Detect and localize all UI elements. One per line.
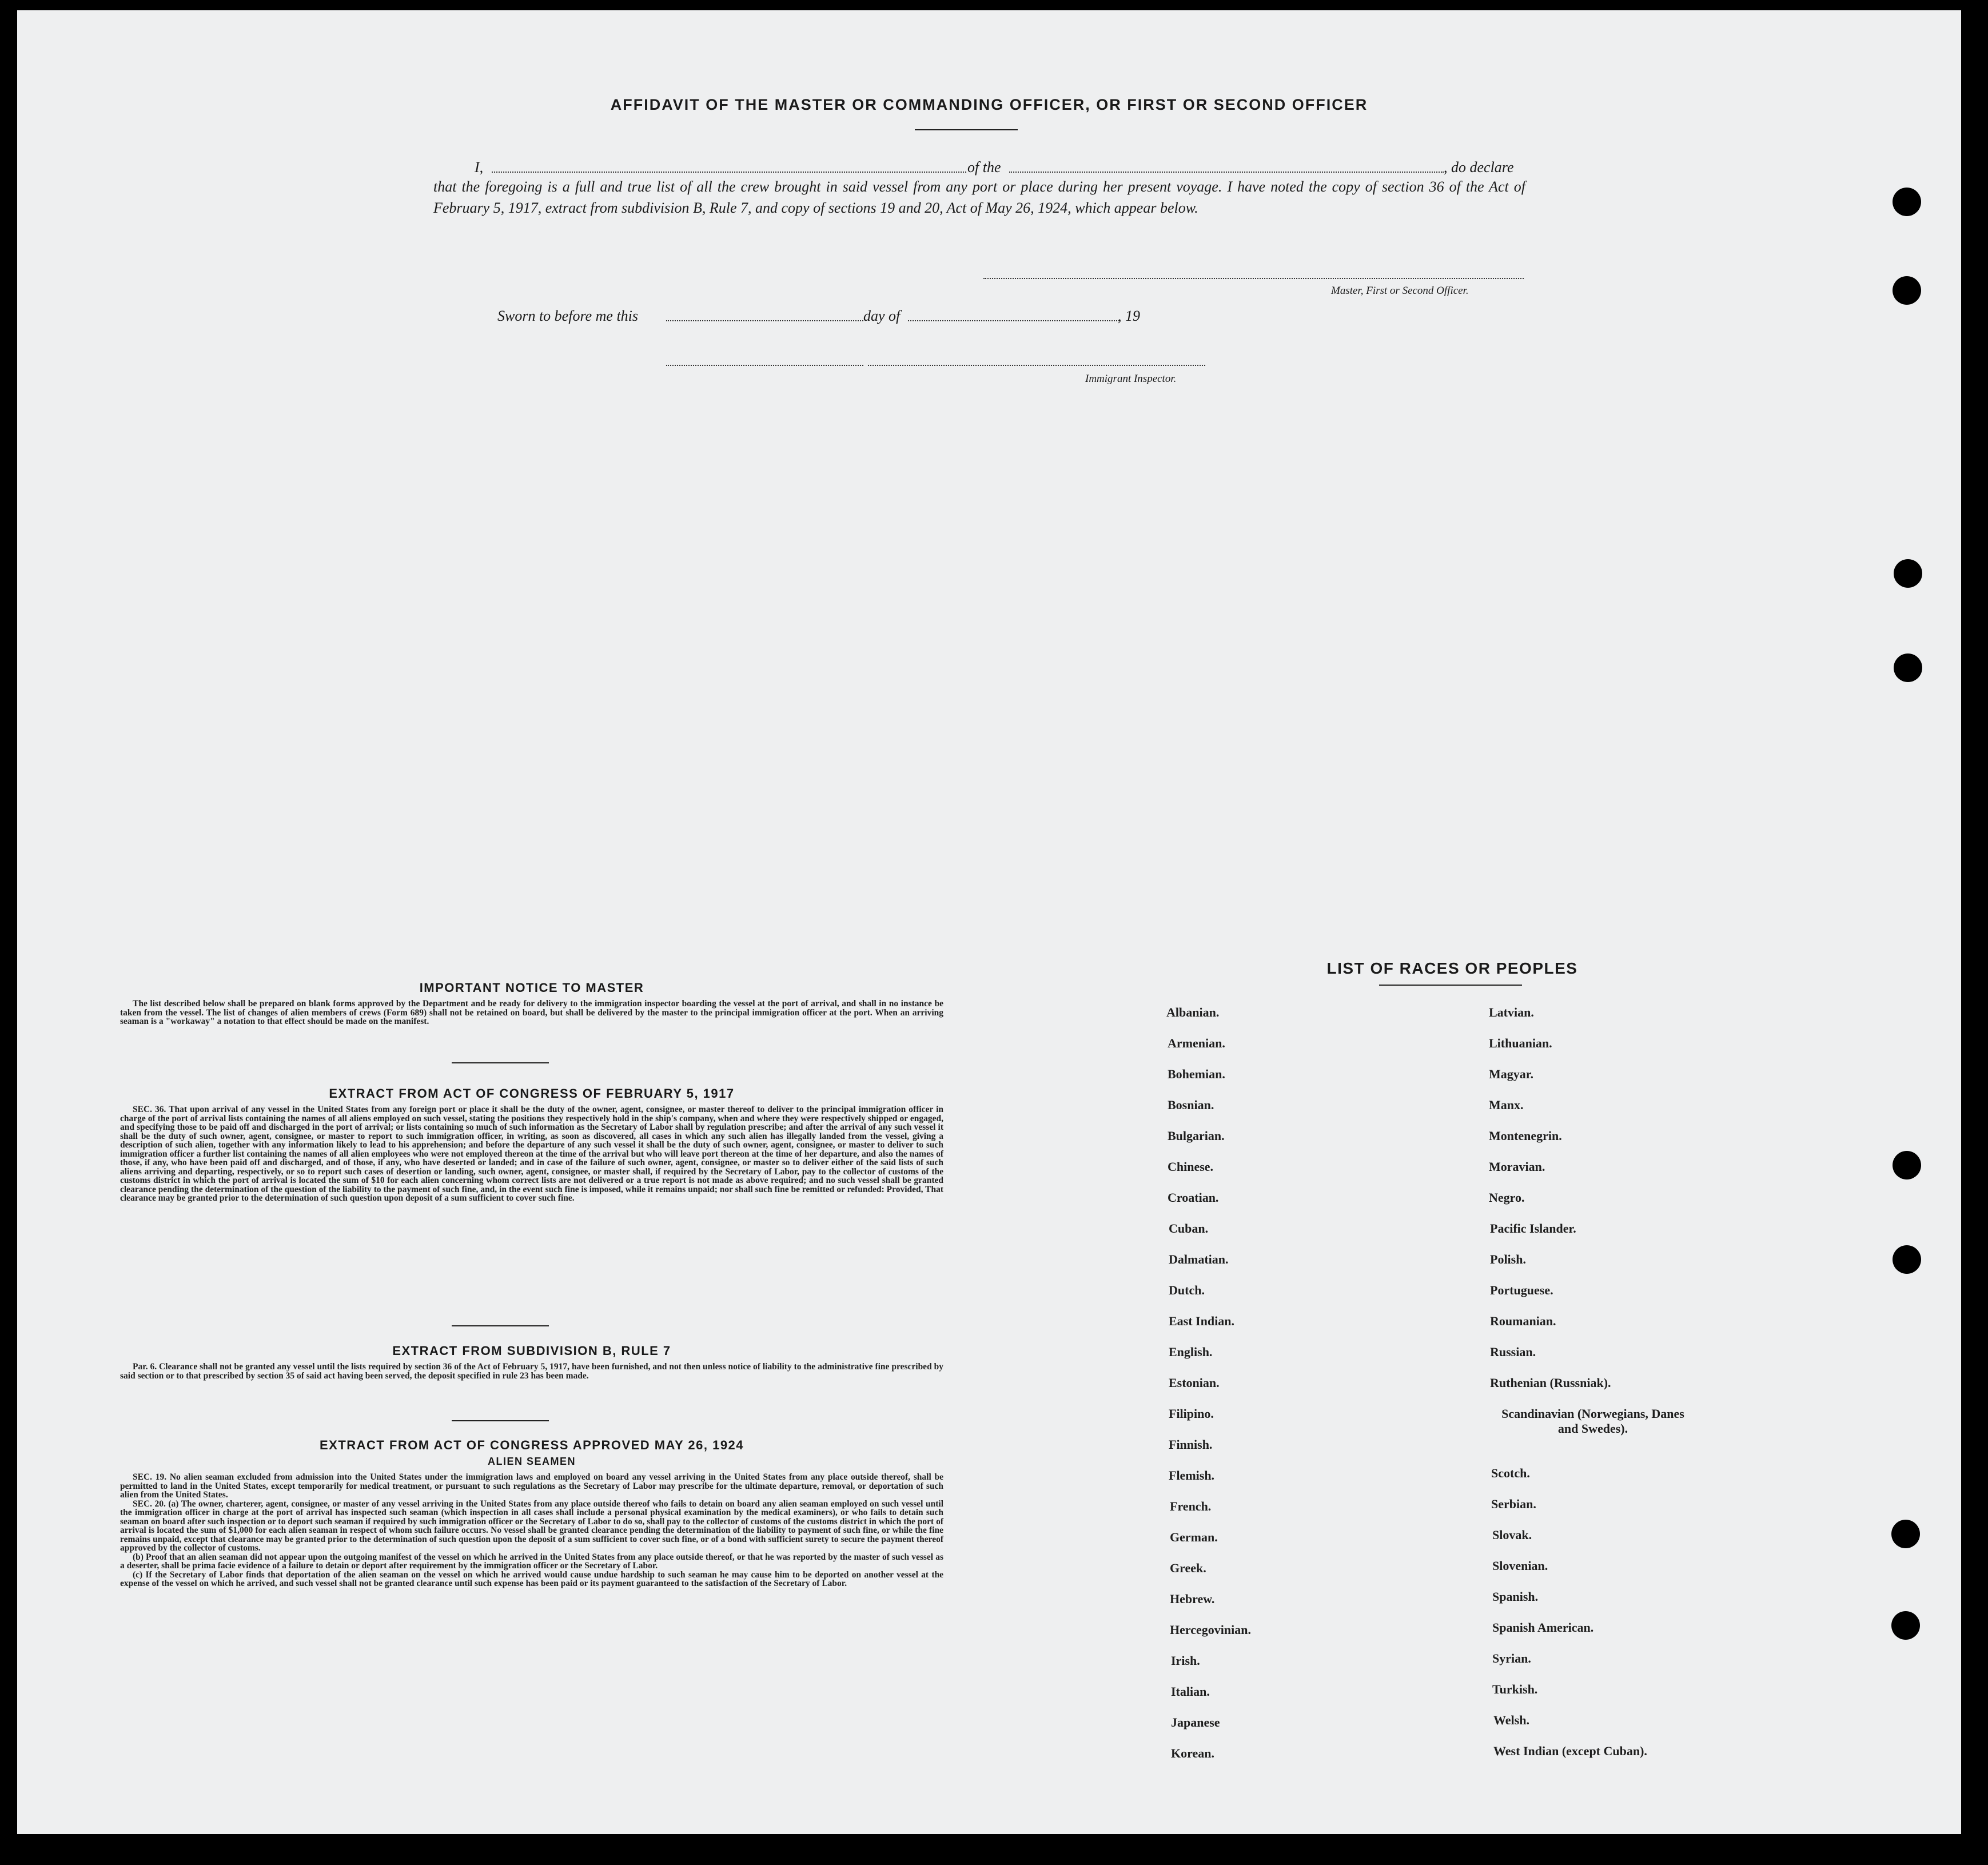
race-item: German. [1170, 1530, 1218, 1544]
punch-hole [1893, 1245, 1921, 1274]
race-item: Albanian. [1166, 1005, 1220, 1019]
punch-hole [1891, 1611, 1920, 1640]
race-item: Flemish. [1169, 1468, 1215, 1483]
notice-divider [452, 1062, 549, 1063]
i-label: I, [475, 159, 484, 176]
race-item: Croatian. [1168, 1190, 1219, 1205]
race-item: Lithuanian. [1489, 1036, 1552, 1050]
extract-1924-title: EXTRACT FROM ACT OF CONGRESS APPROVED MAY 26, 1924 [319, 1438, 744, 1452]
declaration-text: that the foregoing is a full and true list of all the crew brought in said vessel from any port or place during her present voyage. I have noted the copy of section 36 of the Act of February 5, 1917, extract from subdivision B, Rule 7, and copy of sections 19 and 20, Act of May 26, 1924, which appear below. [433, 178, 1525, 216]
punch-hole [1893, 1151, 1921, 1179]
extract-1917-paragraph: SEC. 36. That upon arrival of any vessel in the United States from any foreign port or place it shall be the duty of the owner, agent, consignee, or master thereof to deliver to the principal immigration officer in charge of the port of arrival lists containing the names of all aliens employed on such vessel, stating the positions they respectively hold in the ship's company, when and where they were respectively shipped or engaged, and specifying those to be paid off and discharged in the port of arrival; or lists containing so much of such information as the Secretary of Labor shall by regulation prescribe; and after the arrival of any such vessel it shall be the duty of such owner, agent, consignee, or master to report to such immigration officer, in writing, as soon as discovered, all cases in which any such alien has illegally landed from the vessel, giving a description of such alien, together with any information likely to lead to his apprehension; and before the departure of any such vessel it shall be the duty of such owner, agent, consignee, or master to deliver to such immigration officer a further list containing the names of all alien employees who were not employed thereon at the time of the arrival but who will leave port thereon at the time of her departure, and also the names of those, if any, who have been paid off and discharged, and of those, if any, who have deserted or landed; and in case of the failure of such owner, agent, consignee, or master so to deliver either of the said lists of such aliens arriving and departing, respectively, or so to report such cases of desertion or landing, such owner, agent, consignee, or master shall, if required by the Secretary of Labor, pay to the collector of customs of the customs district in which the port of arrival is located the sum of $10 for each alien concerning whom correct lists are not delivered or a true report is not made as above required; and no such vessel shall be granted clearance pending the determination of the question of the liability to the payment of such fine, and, in the event such fine is imposed, while it remains unpaid; nor shall such fine be remitted or refunded: Provided, That clearance may be granted prior to the determination of such question upon deposit of a sum sufficient to cover such fine. [120, 1105, 943, 1203]
year-label: , 19 [1118, 308, 1140, 324]
race-item: Latvian. [1489, 1005, 1534, 1019]
punch-hole [1894, 559, 1922, 588]
race-item: Bulgarian. [1168, 1129, 1225, 1143]
race-item: Hercegovinian. [1170, 1623, 1251, 1637]
extract-rule7-title: EXTRACT FROM SUBDIVISION B, RULE 7 [392, 1344, 671, 1358]
race-item: Polish. [1490, 1252, 1526, 1266]
inspector-label: Immigrant Inspector. [1085, 373, 1177, 385]
race-item: Negro. [1489, 1190, 1525, 1205]
race-item: Dalmatian. [1169, 1252, 1229, 1266]
sworn-month-field[interactable] [908, 320, 1120, 321]
punch-hole [1894, 653, 1922, 682]
race-item: Montenegrin. [1489, 1129, 1562, 1143]
extract-rule7-divider [452, 1420, 549, 1421]
race-item: Scotch. [1491, 1466, 1530, 1480]
race-item: Moravian. [1489, 1159, 1545, 1174]
affidavit-title: AFFIDAVIT OF THE MASTER OR COMMANDING OFFICER, OR FIRST OR SECOND OFFICER [610, 96, 1368, 113]
bleed-through-text [17, 10, 1961, 982]
race-item: East Indian. [1169, 1314, 1234, 1328]
sworn-day-field[interactable] [666, 320, 863, 321]
race-item: Scandinavian (Norwegians, Danes and Swedes). [1501, 1406, 1684, 1436]
race-item: Spanish. [1492, 1589, 1539, 1604]
extract-1924-subtitle: ALIEN SEAMEN [487, 1456, 576, 1467]
race-item: Armenian. [1168, 1036, 1225, 1050]
extract-1924-paragraph: SEC. 19. No alien seaman excluded from admission into the United States under the immigration laws and employed on board any vessel arriving in the United States from any place outside thereof, shall be permitted to land in the United States, except temporarily for medical treatment, or pursuant to such regulations as the Secretary of Labor may prescribe for the ultimate departure, removal, or deportation of such alien from the United States. [120, 1472, 943, 1500]
notice-title: IMPORTANT NOTICE TO MASTER [419, 981, 644, 995]
races-divider [1379, 985, 1522, 986]
title-underline [915, 129, 1018, 130]
race-item: Serbian. [1491, 1497, 1536, 1511]
extract-1924-paragraph: (c) If the Secretary of Labor finds that deportation of the alien seaman on the vessel on which he arrived would cause undue hardship to such seaman he may cause him to be deported on another vessel at the expense of the vessel on which he arrived, and such vessel shall not be granted clearance until such expense has been paid or its payment guaranteed to the satisfaction of the Secretary of Labor. [120, 1569, 943, 1588]
extract-1917-title: EXTRACT FROM ACT OF CONGRESS OF FEBRUARY 5, 1917 [329, 1086, 735, 1101]
race-item: Bohemian. [1168, 1067, 1225, 1081]
of-the-label: of the [967, 159, 1001, 176]
notice-text [120, 999, 943, 1026]
race-item: Filipino. [1169, 1406, 1214, 1421]
race-item: Estonian. [1169, 1376, 1220, 1390]
race-item: Turkish. [1492, 1682, 1538, 1696]
inspector-signature-field-2[interactable] [868, 365, 1205, 366]
do-declare-label: , do declare [1444, 159, 1514, 176]
extract-1924-paragraph: (b) Proof that an alien seaman did not appear upon the outgoing manifest of the vessel on which he arrived in the United States from any place outside thereof, or that he was reported by the master of such vessel as a deserter, shall be prima facie evidence of a failure to detain or deport after requirement by the immigration officer or the Secretary of Labor. [120, 1552, 943, 1571]
race-item: Spanish American. [1492, 1620, 1594, 1635]
extract-1924-paragraph: SEC. 20. (a) The owner, charterer, agent, consignee, or master of any vessel arriving in the United States from any place outside thereof who fails to detain on board any alien seaman employed on such vessel until the immigration officer in charge at the port of arrival has inspected such seaman (which inspection in all cases shall include a personal physical examination by the medical examiners), or who fails to detain such seaman on board after such inspection or to deport such seaman if required by such immigration officer or the Secretary of Labor to do so, shall pay to the collector of customs of the customs district in which the port of arrival is located the sum of $1,000 for each alien seaman in respect of whom such failure occurs. No vessel shall be granted clearance pending the determination of the liability to payment of such fine, or while the fine remains unpaid, except that clearance may be granted prior to the determination of such question upon the deposit of a sum sufficient to cover such fine, or of a bond with sufficient surety to secure the payment thereof approved by the collector of customs. [120, 1499, 943, 1553]
race-item: Bosnian. [1168, 1098, 1214, 1112]
race-item: English. [1169, 1345, 1213, 1359]
race-item: Irish. [1171, 1653, 1200, 1668]
race-item: Hebrew. [1170, 1592, 1215, 1606]
punch-hole [1893, 276, 1921, 305]
extract-rule7-paragraph: Par. 6. Clearance shall not be granted any vessel until the lists required by section 36 of the Act of February 5, 1917, have been furnished, and not then unless notice of liability to the administrative fine prescribed by said section or to that prescribed by section 35 of said act having been served, the deposit specified in rule 23 has been made. [120, 1362, 943, 1381]
race-item: Italian. [1171, 1684, 1210, 1699]
race-item: Cuban. [1169, 1221, 1209, 1236]
race-item: Chinese. [1168, 1159, 1214, 1174]
master-signature-field[interactable] [983, 278, 1524, 279]
punch-hole [1893, 188, 1921, 216]
extract-1917-text [120, 1105, 943, 1203]
vessel-name-field[interactable] [1009, 172, 1444, 173]
race-item: Syrian. [1492, 1651, 1531, 1665]
day-of-label: day of [863, 308, 901, 324]
extract-rule7-text [120, 1362, 943, 1380]
race-item: French. [1170, 1499, 1212, 1513]
race-item: West Indian (except Cuban). [1493, 1744, 1647, 1758]
race-item: Pacific Islander. [1490, 1221, 1576, 1236]
race-item: Ruthenian (Russniak). [1490, 1376, 1611, 1390]
race-item: Finnish. [1169, 1437, 1213, 1452]
race-item: Roumanian. [1490, 1314, 1556, 1328]
race-item: Slovenian. [1492, 1559, 1548, 1573]
race-item: Dutch. [1169, 1283, 1205, 1297]
race-item: Korean. [1171, 1746, 1214, 1760]
notice-paragraph: The list described below shall be prepared on blank forms approved by the Department and be ready for delivery to the immigration inspector boarding the vessel at the port of arrival, and shall in no instance be taken from the vessel. The list of changes of alien members of crews (Form 689) shall not be retained on board, but shall be delivered by the master to the principal immigration officer at the port. When an arriving seaman is a "workaway" a notation to that effect should be made on the manifest. [120, 999, 943, 1026]
document-page [17, 10, 1961, 1834]
officer-name-field[interactable] [492, 172, 966, 173]
extract-1917-divider [452, 1325, 549, 1326]
race-item: Portuguese. [1490, 1283, 1553, 1297]
races-title: LIST OF RACES OR PEOPLES [1326, 959, 1578, 977]
race-item: Greek. [1170, 1561, 1206, 1575]
punch-hole [1891, 1520, 1920, 1548]
race-item: Japanese [1171, 1715, 1220, 1729]
race-item: Magyar. [1489, 1067, 1534, 1081]
extract-1924-text [120, 1473, 943, 1588]
sworn-label: Sworn to before me this [497, 308, 639, 324]
race-item: Manx. [1489, 1098, 1524, 1112]
race-item: Russian. [1490, 1345, 1536, 1359]
race-item: Welsh. [1493, 1713, 1529, 1727]
inspector-signature-field[interactable] [666, 365, 863, 366]
race-item: Slovak. [1492, 1528, 1532, 1542]
master-signature-label: Master, First or Second Officer. [1331, 285, 1469, 297]
